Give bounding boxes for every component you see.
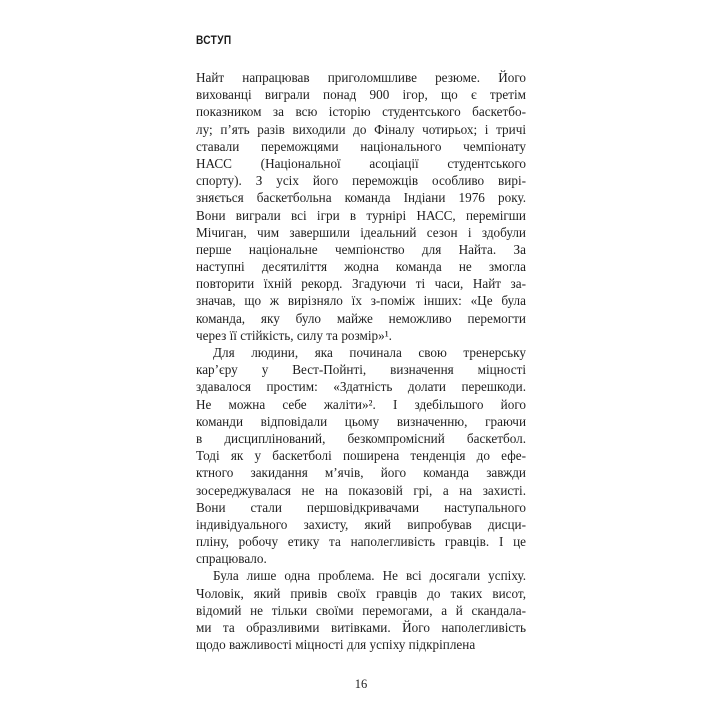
text-line: пліну, робочу етику та наполегливість гравців. І це [196, 534, 526, 550]
text-line: ставали переможцями національного чемпіонату [196, 138, 526, 154]
text-line: значав, що ж вирізняло їх з-поміж інших: «Це була [196, 293, 526, 309]
text-line: Найт напрацював приголомшливе резюме. Його [196, 70, 526, 85]
text-line: в дисциплінований, безкомпромісний баскетбол. [196, 430, 526, 446]
text-line: Не можна себе жаліти»². І здебільшого його [196, 396, 526, 412]
text-line: вихованці виграли понад 900 ігор, що є третім [196, 87, 526, 103]
text-line: зосереджувалася не на показовій грі, а на захисті. [196, 482, 526, 498]
text-line: лу; п’ять разів виходили до Фіналу чотирьох; і тричі [196, 121, 526, 137]
text-line: Тоді як у баскетболі поширена тенденція до ефе- [196, 448, 526, 464]
text-line: наступні десятиліття жодна команда не змогла [196, 259, 526, 275]
paragraph [196, 567, 526, 653]
text-line: показником за всю історію студентського баскетбо- [196, 104, 526, 120]
text-line: Вони стали першовідкривачами наступального [196, 499, 526, 515]
paragraph [196, 69, 526, 344]
text-line: здавалося простим: «Здатність долати перешкоди. [196, 379, 526, 395]
text-line: ктного закидання м’ячів, його команда завжди [196, 465, 526, 481]
text-line: перше національне чемпіонство для Найта. За [196, 241, 526, 257]
text-line: через її стійкість, силу та розмір»¹. [196, 327, 392, 343]
text-line: Мічиган, чим завершили ідеальний сезон і здобули [196, 224, 526, 240]
page-number: 16 [354, 677, 368, 691]
text-line: команда, яку було майже неможливо перемогти [196, 310, 526, 326]
text-line: Вони виграли всі ігри в турнірі НАСС, перемігши [196, 207, 526, 223]
text-line: Для людини, яка починала свою тренерську [213, 345, 526, 360]
text-line: Чоловік, який привів своїх гравців до таких висот, [196, 585, 526, 601]
text-line: спорту). З усіх його переможців особливо вирі- [196, 173, 526, 189]
text-line: команди відповідали цьому визначенню, граючи [196, 413, 526, 429]
text-line: ми та образливими витівками. Його наполегливість [196, 620, 526, 635]
body-text [196, 69, 526, 653]
text-line: щодо важливості міцності для успіху підкріплена [196, 637, 476, 653]
text-line: повторити їхній рекорд. Згадуючи ті часи, Найт за- [196, 276, 526, 292]
text-line: відомий не тільки своїми перемогами, а й скандала- [196, 602, 526, 618]
text-line: кар’єру у Вест-Пойнті, визначення міцності [196, 362, 526, 378]
text-line: зняється баскетбольна команда Індіани 1976 року. [196, 190, 526, 206]
text-line: індивідуального захисту, який випробував дисци- [196, 516, 526, 532]
text-line: спрацювало. [196, 551, 267, 567]
running-header: ВСТУП [196, 35, 232, 47]
text-line: Була лише одна проблема. Не всі досягали успіху. [213, 568, 526, 584]
text-line: НАСС (Національної асоціації студентського [196, 155, 526, 171]
paragraph [196, 344, 526, 567]
